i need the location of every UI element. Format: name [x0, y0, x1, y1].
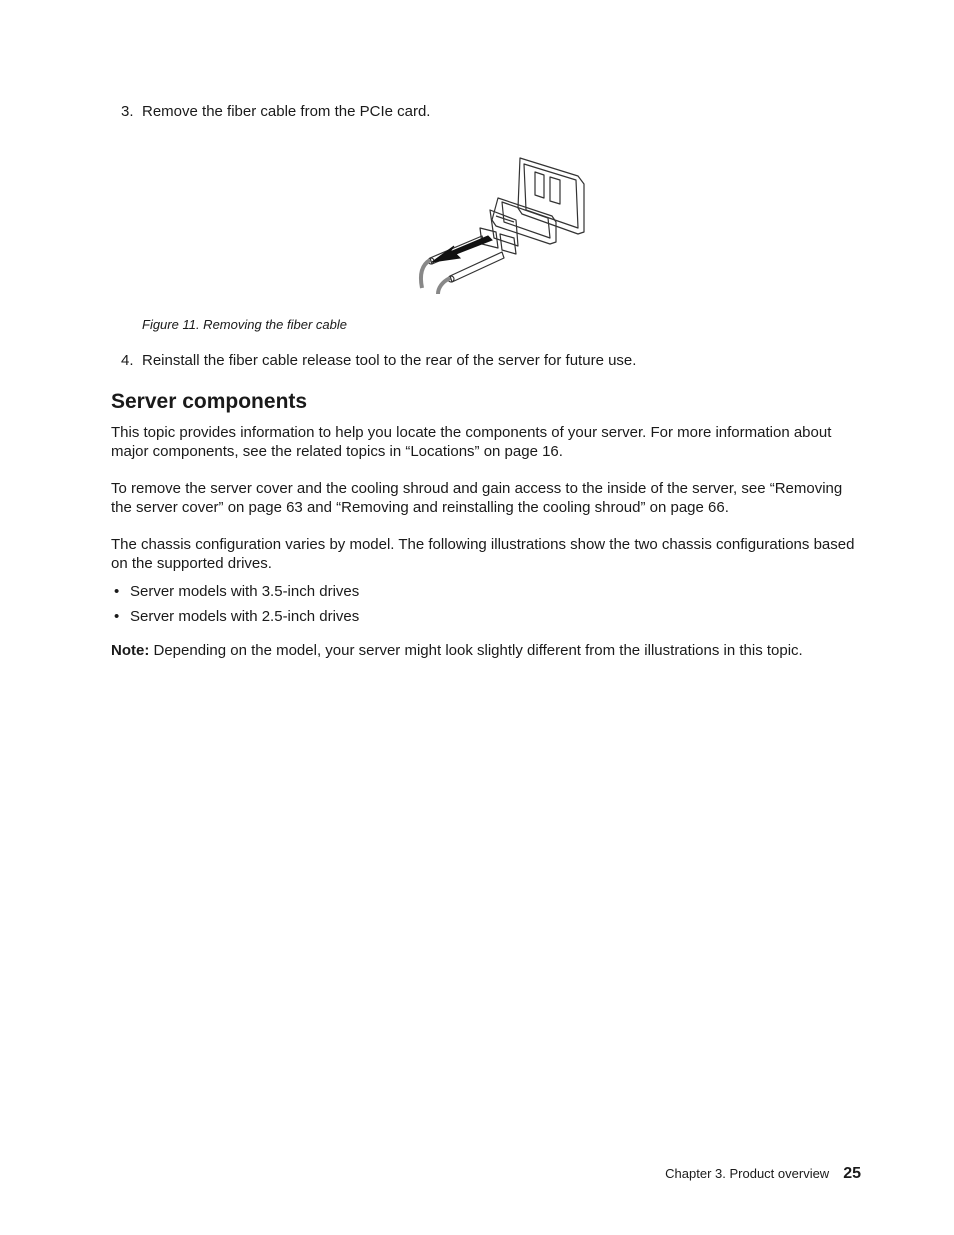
step-number: 4. [121, 352, 134, 369]
paragraph-intro: This topic provides information to help you locate the components of your server. For more information about major components, see the related topics in “Locations” on page 16. [111, 424, 832, 460]
step-number: 3. [121, 103, 134, 120]
figure-caption: Figure 11. Removing the fiber cable [142, 317, 347, 332]
paragraph-chassis-config: The chassis configuration varies by model. The following illustrations show the two chassis configurations based on the supported drives. [111, 536, 855, 572]
bullet-text: Server models with 3.5-inch drives [130, 583, 360, 600]
bullet-dot: • [114, 583, 120, 600]
section-title: Server components [111, 390, 308, 413]
paragraph-remove-cover: To remove the server cover and the cooling shroud and gain access to the inside of the server, see “Removing the server cover” on page 63 and “Removing and reinstalling the cooling shroud” on page 66. [111, 480, 843, 516]
figure-fiber-cable-illustration [410, 150, 600, 295]
step-text: Reinstall the fiber cable release tool to the rear of the server for future use. [142, 352, 637, 369]
bullet-dot: • [114, 608, 120, 625]
note-text: Depending on the model, your server might look slightly different from the illustrations in this topic. [149, 642, 803, 659]
bullet-text: Server models with 2.5-inch drives [130, 608, 360, 625]
page-footer [665, 1164, 861, 1183]
note-label: Note: [111, 642, 150, 659]
step-4 [121, 351, 636, 370]
footer-chapter: Chapter 3. Product overview [665, 1166, 830, 1181]
step-text: Remove the fiber cable from the PCIe card. [142, 103, 431, 120]
bullet-item [111, 607, 359, 626]
bullet-item [111, 582, 359, 601]
fiber-cable-illustration [410, 150, 600, 295]
note [111, 641, 803, 660]
page-number: 25 [843, 1165, 861, 1182]
step-3 [121, 102, 430, 121]
